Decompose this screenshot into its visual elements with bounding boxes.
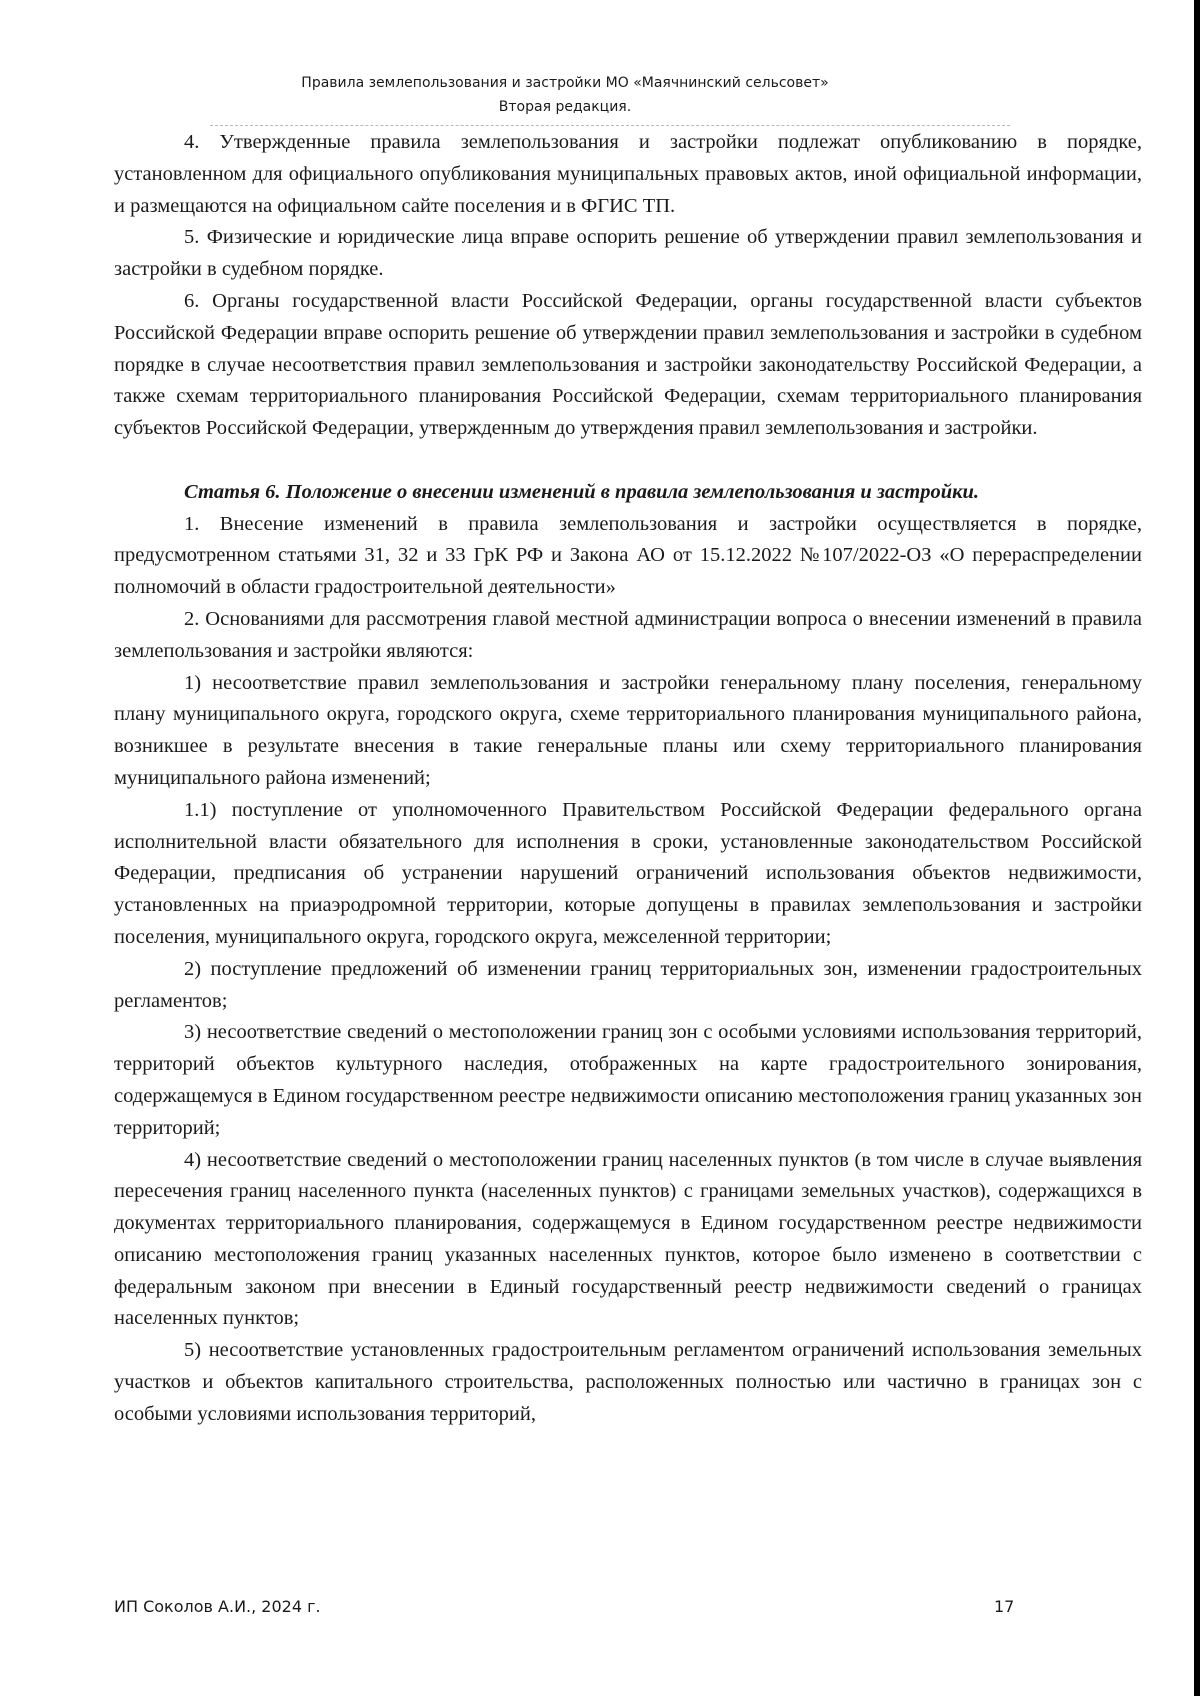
paragraph: 5. Физические и юридические лица вправе оспорить решение об утверждении правил землепользования и застройки в судебном порядке.	[114, 226, 1142, 281]
article-paragraph: 5) несоответствие установленных градостроительным регламентом ограничений использования земельных участков и объектов капитального строительства, расположенных полностью или частично в границах зон с особыми условиями использования территорий,	[114, 1339, 1142, 1425]
article-paragraph: 1.1) поступление от уполномоченного Правительством Российской Федерации федерального органа исполнительной власти обязательного для исполнения в сроки, установленные законодательством Российской Федерации, предписания об устранении нарушений ограничений использования объектов недвижимости, установленных на приаэродромной территории, которые допущены в правилах землепользования и застройки поселения, муниципального округа, городского округа, межселенной территории;	[114, 798, 1142, 948]
page-edge	[1194, 0, 1200, 1696]
page-header	[0, 71, 1130, 119]
paragraph: 6. Органы государственной власти Российской Федерации, органы государственной власти субъектов Российской Федерации вправе оспорить решение об утверждении правил землепользования и застройки в судебном порядке в случае несоответствия правил землепользования и застройки законодательству Российской Федерации, а также схемам территориального планирования Российской Федерации, схемам территориального планирования субъектов Российской Федерации, утвержденным до утверждения правил землепользования и застройки.	[114, 289, 1142, 440]
header-subtitle: Вторая редакция.	[498, 99, 632, 115]
article-paragraph: 1. Внесение изменений в правила землепользования и застройки осуществляется в порядке, предусмотренном статьями 31, 32 и 33 ГрК РФ и Закона АО от 15.12.2022 №107/2022-ОЗ «О перераспределении полномочий в области градостроительной деятельности»	[114, 512, 1142, 599]
page-number: 17	[994, 1597, 1015, 1616]
paragraph: 4. Утвержденные правила землепользования и застройки подлежат опубликованию в порядке, установленном для официального опубликования муниципальных правовых актов, иной официальной информации, и размещаются на официальном сайте поселения и в ФГИС ТП.	[114, 131, 1142, 217]
document-body	[114, 127, 1142, 1431]
footer-author: ИП Соколов А.И., 2024 г.	[114, 1597, 321, 1616]
article-heading: Статья 6. Положение о внесении изменений в правила землепользования и застройки.	[184, 480, 980, 503]
article-paragraph: 3) несоответствие сведений о местоположении границ зон с особыми условиями использования территорий, территорий объектов культурного наследия, отображенных на карте градостроительного зонирования, содержащемуся в Едином государственном реестре недвижимости описанию местоположения границ указанных зон территорий;	[114, 1021, 1142, 1139]
article-paragraph: 1) несоответствие правил землепользования и застройки генеральному плану поселения, генеральному плану муниципального округа, городского округа, схеме территориального планирования муниципального района, возникшее в результате внесения в такие генеральные планы или схему территориального планирования муниципального района изменений;	[114, 671, 1142, 789]
header-divider	[210, 125, 1010, 126]
article-paragraph: 2) поступление предложений об изменении границ территориальных зон, изменении градостроительных регламентов;	[114, 957, 1142, 1012]
article-paragraph: 2. Основаниями для рассмотрения главой местной администрации вопроса о внесении изменений в правила землепользования и застройки являются:	[114, 607, 1142, 662]
header-title: Правила землепользования и застройки МО «Маячнинский сельсовет»	[301, 75, 829, 91]
article-paragraph: 4) несоответствие сведений о местоположении границ населенных пунктов (в том числе в случае выявления пересечения границ населенного пункта (населенных пунктов) с границами земельных участков), содержащихся в документах территориального планирования, содержащемуся в Едином государственном реестре недвижимости описанию местоположения границ указанных населенных пунктов, которое было изменено в соответствии с федеральным законом при внесении в Единый государственный реестр недвижимости сведений о границах населенных пунктов;	[114, 1148, 1142, 1330]
